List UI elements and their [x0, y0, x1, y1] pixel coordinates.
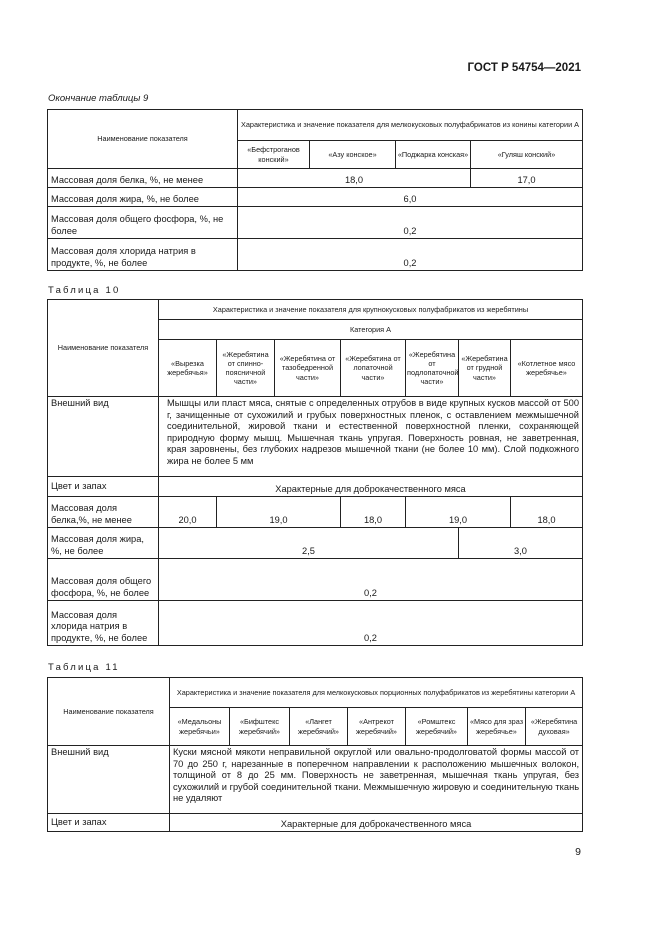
row-label: Массовая доля общего фосфора, %, не более	[48, 559, 159, 601]
product-header: «Жеребятина от подлопаточной части»	[406, 340, 459, 397]
value-cell: 17,0	[471, 169, 583, 188]
product-header: «Жеребятина от грудной части»	[459, 340, 511, 397]
product-header: «Гуляш конский»	[471, 141, 583, 169]
row-label: Цвет и запах	[48, 477, 159, 497]
col-name-header: Наименование показателя	[48, 678, 170, 746]
product-header: «Жеребятина духовая»	[526, 708, 583, 746]
row-label: Внешний вид	[48, 746, 170, 814]
product-header: «Жеребятина от лопаточной части»	[341, 340, 406, 397]
product-header: «Медальоны жеребячьи»	[170, 708, 230, 746]
table11-caption: Таблица 11	[48, 662, 120, 673]
value-cell: 6,0	[238, 188, 583, 207]
value-cell: 19,0	[406, 497, 511, 528]
product-header: «Бифштекс жеребячий»	[230, 708, 290, 746]
product-header: «Ромштекс жеребячий»	[406, 708, 468, 746]
standard-number: ГОСТ Р 54754—2021	[467, 62, 581, 74]
group-header: Характеристика и значение показателя для мелкокусковых порционных полуфабрикатов из жеребятины категории А	[170, 678, 583, 708]
row-label: Массовая доля общего фосфора, %, не более	[48, 207, 238, 239]
product-header: «Поджарка конская»	[396, 141, 471, 169]
category-header: Категория А	[159, 320, 583, 340]
row-label: Массовая доля белка, %, не менее	[48, 169, 238, 188]
value-cell: Характерные для доброкачественного мяса	[170, 814, 583, 832]
row-label: Внешний вид	[48, 397, 159, 477]
table-9-end	[47, 109, 583, 271]
page-number: 9	[575, 846, 581, 858]
row-label: Цвет и запах	[48, 814, 170, 832]
table9-caption: Окончание таблицы 9	[48, 93, 149, 104]
product-header: «Азу конское»	[310, 141, 396, 169]
value-cell: 0,2	[159, 601, 583, 646]
value-cell: 0,2	[159, 559, 583, 601]
row-label: Массовая доля жира, %, не более	[48, 528, 159, 559]
value-cell: 0,2	[238, 239, 583, 271]
value-cell: Характерные для доброкачественного мяса	[159, 477, 583, 497]
appearance-text: Мышцы или пласт мяса, снятые с определенных отрубов в виде крупных кусков массой от 500 г, зачищенные от сухожилий и грубых поверхностных пленок, с оставлением межмышечной соединительной, жировой ткани и естественной поверхностной пленки, сохраняющей природную форму мышц. Мышечная ткань упругая. Поверхность ровная, не заветренная, края заровнены, без глубоких надрезов мышечной ткани (не более 10 мм). Слой подкожного жира не более 5 мм	[159, 397, 583, 477]
product-header: «Жеребятина от тазобедренной части»	[275, 340, 341, 397]
product-header: «Жеребятина от спинно-поясничной части»	[217, 340, 275, 397]
value-cell: 19,0	[217, 497, 341, 528]
col-name-header: Наименование показателя	[48, 110, 238, 169]
value-cell: 3,0	[459, 528, 583, 559]
value-cell: 2,5	[159, 528, 459, 559]
row-label: Массовая доля хлорида натрия в продукте, %, не более	[48, 239, 238, 271]
value-cell: 18,0	[238, 169, 471, 188]
row-label: Массовая доля жира, %, не более	[48, 188, 238, 207]
appearance-text: Куски мясной мякоти неправильной округлой или овально-продолговатой формы массой от 70 до 250 г, нарезанные в поперечном направлении к расположению мышечных волокон, толщиной от 8 до 25 мм. Поверхность не заветренная, мышечная ткань упругая, без сухожилий и грубой соединительной ткани. Межмышечную жировую и соединительную ткань не удаляют	[170, 746, 583, 814]
value-cell: 18,0	[341, 497, 406, 528]
value-cell: 20,0	[159, 497, 217, 528]
value-cell: 18,0	[511, 497, 583, 528]
col-name-header: Наименование показателя	[48, 300, 159, 397]
row-label: Массовая доля хлорида натрия в продукте, %, не более	[48, 601, 159, 646]
product-header: «Вырезка жеребячья»	[159, 340, 217, 397]
table-11	[47, 677, 583, 832]
table-10	[47, 299, 583, 646]
value-cell: 0,2	[238, 207, 583, 239]
row-label: Массовая доля белка,%, не менее	[48, 497, 159, 528]
group-header: Характеристика и значение показателя для мелкокусковых полуфабрикатов из конины категории А	[238, 110, 583, 141]
product-header: «Лангет жеребячий»	[290, 708, 348, 746]
product-header: «Котлетное мясо жеребячье»	[511, 340, 583, 397]
group-header: Характеристика и значение показателя для крупнокусковых полуфабрикатов из жеребятины	[159, 300, 583, 320]
product-header: «Бефстроганов конский»	[238, 141, 310, 169]
product-header: «Мясо для зраз жеребячье»	[468, 708, 526, 746]
product-header: «Антрекот жеребячий»	[348, 708, 406, 746]
table10-caption: Таблица 10	[48, 285, 121, 296]
